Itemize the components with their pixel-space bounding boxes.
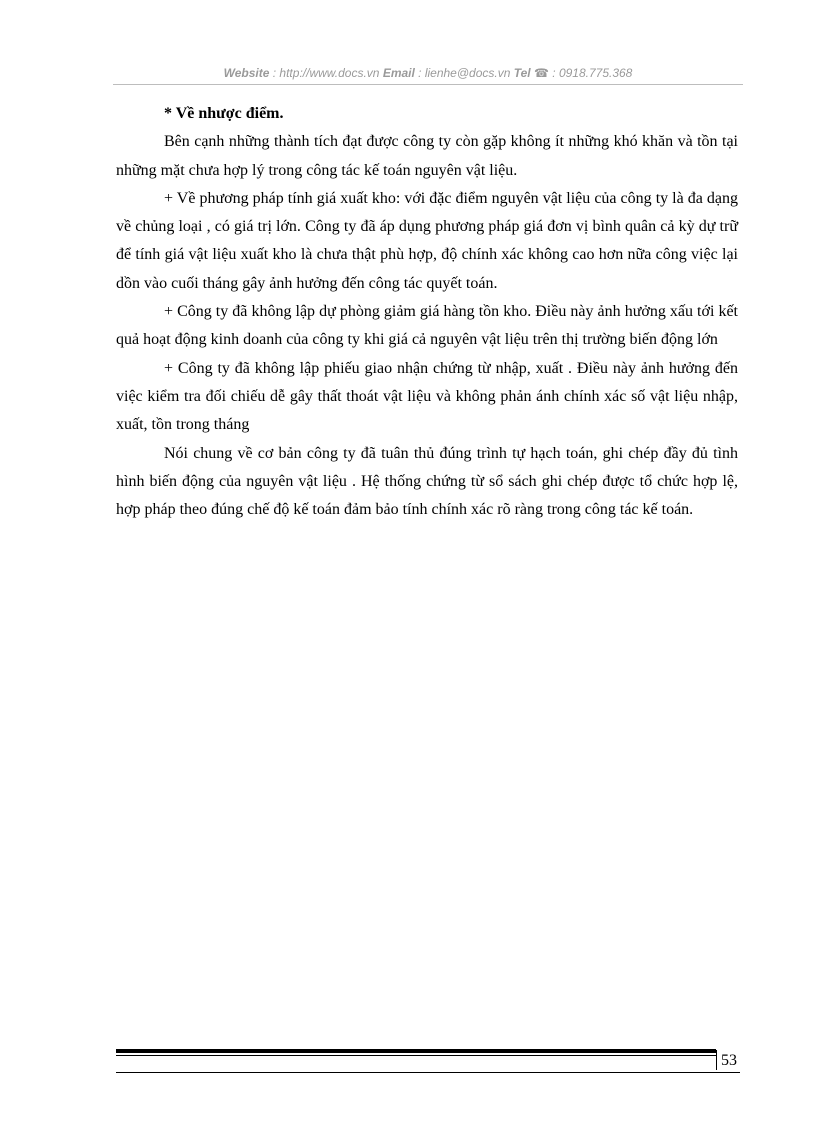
website-value: : http://www.docs.vn — [269, 66, 383, 80]
phone-icon: ☎ — [533, 66, 549, 80]
paragraph: Bên cạnh những thành tích đạt được công ty còn gặp không ít những khó khăn và tồn tại những mặt chưa hợp lý trong công tác kế toán nguyên vật liệu. — [116, 133, 738, 179]
tel-value: : 0918.775.368 — [548, 66, 633, 80]
email-value: : lienhe@docs.vn — [414, 66, 514, 80]
tel-label: Tel — [513, 66, 531, 80]
paragraph: + Về phương pháp tính giá xuất kho: với đặc điểm nguyên vật liệu của công ty là đa dạng về chủng loại , có giá trị lớn. Công ty đã áp dụng phương pháp giá đơn vị bình quân cả kỳ dự trữ để tính giá vật liệu xuất kho là chưa thật phù hợp, độ chính xác không cao hơn nữa công việc lại dồn vào cuối tháng gây ảnh hưởng đến công tác quyết toán. — [116, 189, 738, 292]
footer-divider-bottom — [116, 1072, 740, 1073]
page-body — [116, 100, 738, 524]
email-label: Email — [382, 66, 415, 80]
footer-divider-thin — [116, 1055, 716, 1056]
paragraph: + Công ty đã không lập phiếu giao nhận chứng từ nhập, xuất . Điều này ảnh hưởng đến việc kiểm tra đối chiếu dễ gây thất thoát vật liệu và không phản ánh chính xác số vật liệu nhập, xuất, tồn trong tháng — [116, 359, 738, 434]
section-heading: * Về nhược điểm. — [164, 105, 284, 122]
paragraph: Nói chung về cơ bản công ty đã tuân thủ đúng trình tự hạch toán, ghi chép đầy đủ tình hình biến động của nguyên vật liệu . Hệ thống chứng từ sổ sách ghi chép được tổ chức hợp lệ, hợp pháp theo đúng chế độ kế toán đảm bảo tính chính xác rõ ràng trong công tác kế toán. — [116, 444, 738, 519]
website-label: Website — [223, 66, 270, 80]
footer-divider-thick — [116, 1049, 716, 1053]
page-header — [113, 66, 743, 80]
page-number: 53 — [716, 1050, 745, 1070]
paragraph: + Công ty đã không lập dự phòng giảm giá hàng tồn kho. Điều này ảnh hưởng xấu tới kết quả hoạt động kinh doanh của công ty khi giá cả nguyên vật liệu trên thị trường biến động lớn — [116, 303, 738, 349]
header-divider — [113, 84, 743, 85]
